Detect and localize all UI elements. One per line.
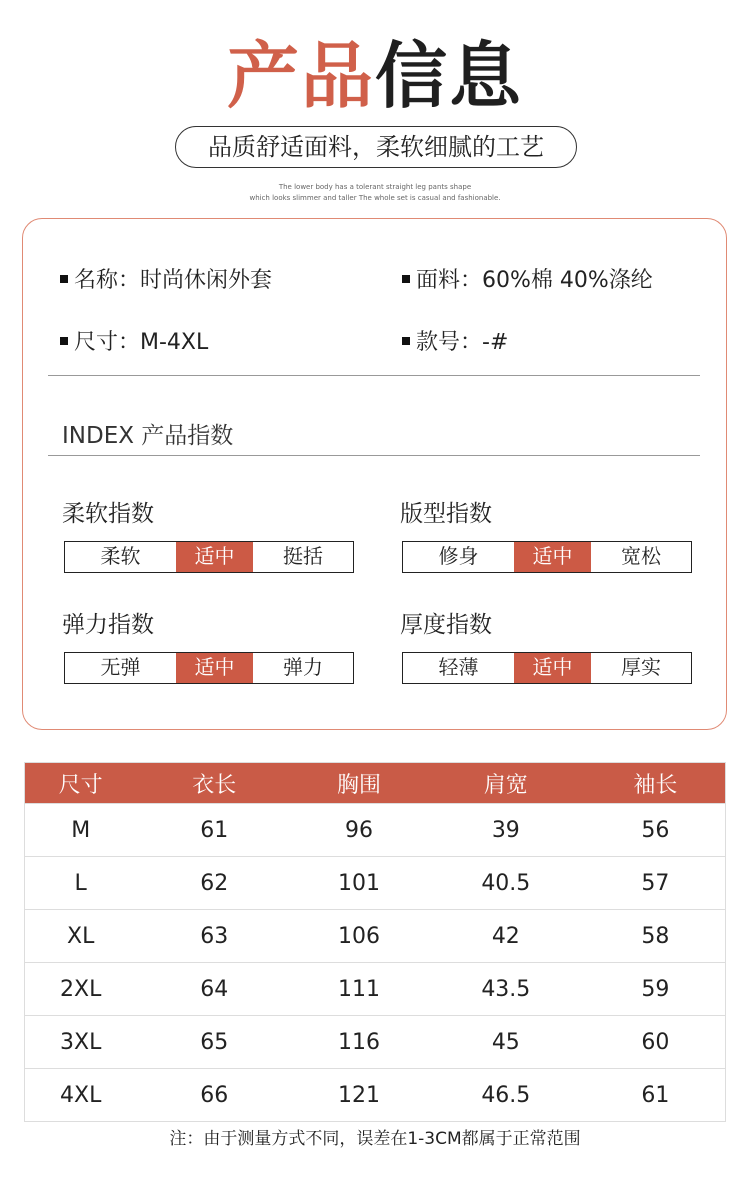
info-style-no-text: 款号：-# [416,330,509,355]
scale-option: 弹力 [283,655,323,679]
subtitle-pill: 品质舒适面料，柔软细腻的工艺 [175,126,577,168]
index-scale-fit [402,541,692,573]
table-cell: 61 [586,1069,726,1122]
table-cell: L [25,857,137,910]
table-row [25,857,726,910]
info-fabric [402,266,653,296]
info-size [60,328,208,358]
table-cell: 3XL [25,1016,137,1069]
info-size-text: 尺寸：M-4XL [74,330,209,355]
index-group-title: 弹力指数 [62,612,154,638]
info-name [60,266,272,296]
scale-option: 轻薄 [438,655,479,679]
table-cell: 66 [136,1069,292,1122]
scale-option: 厚实 [621,655,661,679]
bullet-square-icon [60,337,68,345]
tagline-line1: The lower body has a tolerant straight leg pants shape [278,183,472,191]
bullet-square-icon [60,275,68,283]
divider [48,375,700,376]
column-header: 衣长 [136,763,292,804]
table-row [25,1016,726,1069]
scale-option: 挺括 [283,544,323,568]
info-fabric-text: 面料：60%棉 40%涤纶 [416,268,653,293]
table-cell: 116 [292,1016,426,1069]
size-table [24,762,726,1122]
tagline-line2: which looks slimmer and taller The whole set is casual and fashionable. [249,194,501,202]
table-cell: 106 [292,910,426,963]
scale-option: 修身 [438,544,479,568]
table-row [25,910,726,963]
table-cell: 39 [426,804,586,857]
table-cell: 59 [586,963,726,1016]
table-cell: 63 [136,910,292,963]
page-title [0,34,750,118]
table-cell: XL [25,910,137,963]
info-name-text: 名称：时尚休闲外套 [74,268,273,293]
title-rest: 信息 [375,34,524,118]
table-cell: 121 [292,1069,426,1122]
index-scale-thickness [402,652,692,684]
table-cell: 65 [136,1016,292,1069]
index-scale-elasticity [64,652,354,684]
table-cell: 56 [586,804,726,857]
table-row [25,1069,726,1122]
table-cell: 101 [292,857,426,910]
table-cell: M [25,804,137,857]
bullet-square-icon [402,275,410,283]
table-cell: 2XL [25,963,137,1016]
column-header: 尺寸 [25,763,137,804]
table-cell: 4XL [25,1069,137,1122]
bullet-square-icon [402,337,410,345]
table-cell: 57 [586,857,726,910]
column-header: 胸围 [292,763,426,804]
scale-option: 宽松 [621,544,661,568]
scale-option-selected: 适中 [514,653,591,683]
index-heading: INDEX 产品指数 [62,423,234,449]
scale-option-selected: 适中 [514,542,591,572]
table-cell: 62 [136,857,292,910]
table-cell: 64 [136,963,292,1016]
table-row [25,804,726,857]
column-header: 肩宽 [426,763,586,804]
info-style-no [402,328,508,358]
table-cell: 60 [586,1016,726,1069]
table-cell: 111 [292,963,426,1016]
title-accent: 产品 [226,34,375,118]
table-cell: 40.5 [426,857,586,910]
size-table-header [25,763,726,804]
table-cell: 58 [586,910,726,963]
index-group-title: 厚度指数 [400,612,492,638]
table-row [25,963,726,1016]
scale-option-selected: 适中 [176,653,253,683]
index-group-title: 柔软指数 [62,501,154,527]
divider [48,455,700,456]
measurement-note: 注：由于测量方式不同，误差在1-3CM都属于正常范围 [169,1129,581,1149]
scale-option-selected: 适中 [176,542,253,572]
table-cell: 96 [292,804,426,857]
table-cell: 45 [426,1016,586,1069]
table-cell: 43.5 [426,963,586,1016]
scale-option: 无弹 [100,655,141,679]
column-header: 袖长 [586,763,726,804]
scale-option: 柔软 [100,544,141,568]
index-scale-softness [64,541,354,573]
table-cell: 46.5 [426,1069,586,1122]
table-cell: 61 [136,804,292,857]
index-group-title: 版型指数 [400,501,492,527]
table-cell: 42 [426,910,586,963]
